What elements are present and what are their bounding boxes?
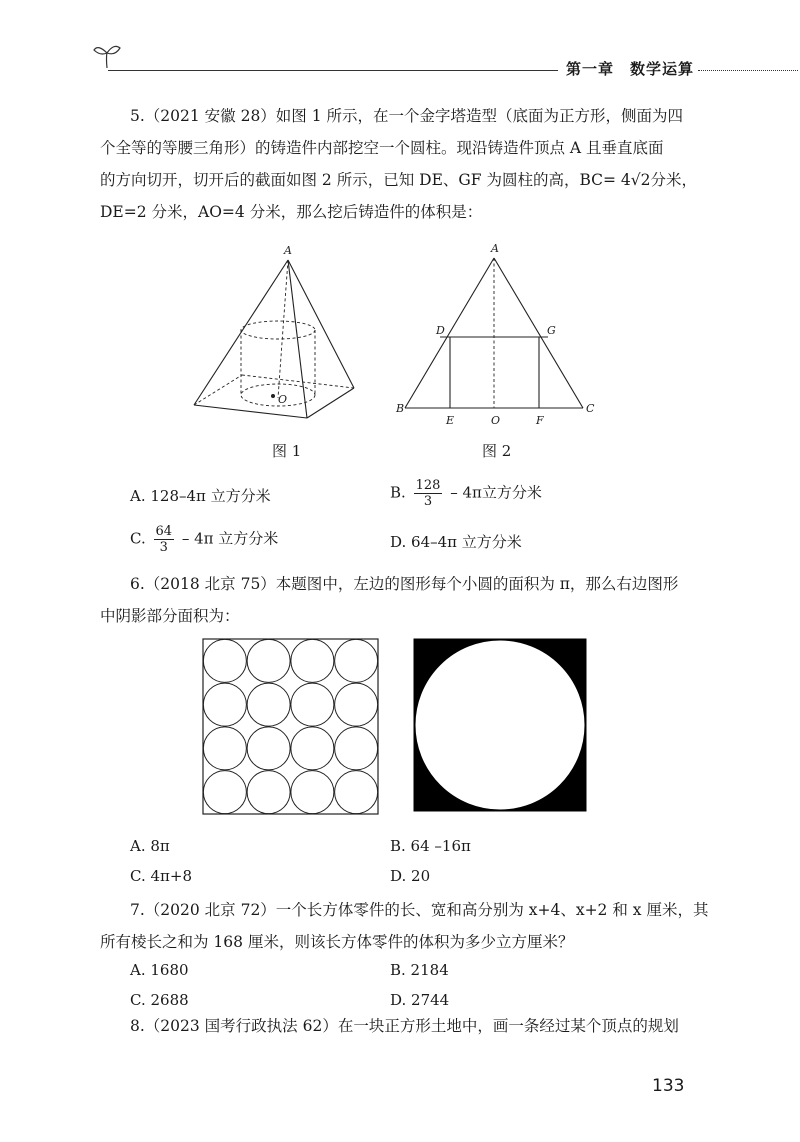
fig1-label-a: A	[284, 244, 292, 257]
fig2-label-f: F	[536, 414, 544, 427]
figure-2-cross-section	[390, 240, 600, 430]
figure-q6-shaded-square	[413, 638, 593, 818]
small-circle	[203, 683, 246, 726]
fig2-label-d: D	[436, 324, 445, 337]
small-circle	[247, 683, 290, 726]
q5-option-b-suffix: – 4π立方分米	[450, 483, 542, 502]
small-circle	[335, 727, 378, 770]
q5-option-c	[130, 524, 278, 555]
q5-option-d: D. 64–4π 立方分米	[390, 533, 522, 551]
fig2-label-b: B	[396, 402, 405, 415]
fig2-label-c: C	[586, 402, 595, 415]
q7-line-1: 7.（2020 北京 72）一个长方体零件的长、宽和高分别为 x+4、x+2 和 x 厘米，其	[130, 901, 709, 919]
figure-2-caption: 图 2	[482, 442, 512, 460]
q6-option-a: A. 8π	[130, 837, 170, 855]
header-rule-right	[698, 70, 798, 71]
header-rule-left	[108, 70, 558, 71]
small-circle	[291, 683, 334, 726]
fig1-label-o: O	[278, 393, 288, 406]
q5-option-b-numerator: 128	[415, 478, 441, 493]
question-8-text	[100, 1010, 700, 1042]
q5-option-c-fraction	[154, 524, 175, 555]
q5-option-b	[390, 478, 542, 509]
q5-option-a: A. 128–4π 立方分米	[130, 487, 271, 505]
small-circle	[291, 639, 334, 682]
fig2-label-a: A	[491, 242, 499, 255]
q7-option-b: B. 2184	[390, 961, 449, 979]
chapter-title: 第一章 数学运算	[566, 60, 695, 78]
q5-option-c-prefix: C.	[130, 529, 146, 548]
small-circle	[291, 771, 334, 814]
q5-option-c-numerator: 64	[155, 524, 173, 539]
figure-1-caption: 图 1	[272, 442, 302, 460]
fig2-label-g: G	[547, 324, 556, 337]
figure-q6-circle-grid	[202, 638, 382, 818]
q5-line-2: 个全等的等腰三角形）的铸造件内部挖空一个圆柱。现沿铸造件顶点 A 且垂直底面	[100, 139, 664, 157]
small-circle	[247, 639, 290, 682]
small-circle	[203, 727, 246, 770]
q5-option-c-denominator: 3	[159, 540, 168, 555]
question-7-text	[100, 894, 709, 958]
q5-line-4: DE=2 分米，AO=4 分米，那么挖后铸造件的体积是：	[100, 203, 483, 221]
small-circle	[335, 771, 378, 814]
small-circle	[247, 771, 290, 814]
q6-option-b: B. 64 –16π	[390, 837, 471, 855]
fig2-label-e: E	[446, 414, 455, 427]
q5-option-b-prefix: B.	[390, 483, 406, 502]
figure-1-pyramid	[180, 240, 360, 420]
q5-line-3: 的方向切开，切开后的截面如图 2 所示，已知 DE、GF 为圆柱的高，BC= 4√2分米，	[100, 171, 698, 189]
q6-option-d: D. 20	[390, 867, 431, 885]
page-number: 133	[652, 1076, 685, 1096]
q5-option-b-denominator: 3	[423, 494, 433, 509]
q7-option-c: C. 2688	[130, 991, 189, 1009]
fig2-label-o: O	[491, 414, 501, 427]
q5-line-1: 5.（2021 安徽 28）如图 1 所示，在一个金字塔造型（底面为正方形，侧面为四	[130, 107, 684, 125]
q5-option-b-fraction	[414, 478, 443, 509]
q5-option-c-suffix: – 4π 立方分米	[181, 529, 279, 548]
leaf-logo-icon	[92, 40, 122, 70]
q7-option-a: A. 1680	[130, 961, 189, 979]
q6-line-1: 6.（2018 北京 75）本题图中，左边的图形每个小圆的面积为 π，那么右边图形	[130, 575, 679, 593]
question-5-text	[100, 100, 700, 228]
q6-line-2: 中阴影部分面积为：	[100, 607, 240, 625]
small-circle	[291, 727, 334, 770]
question-6-text	[100, 568, 700, 632]
q7-option-d: D. 2744	[390, 991, 450, 1009]
small-circle	[203, 639, 246, 682]
q6-option-c: C. 4π+8	[130, 867, 192, 885]
small-circle	[335, 639, 378, 682]
small-circle	[203, 771, 246, 814]
small-circle	[247, 727, 290, 770]
q7-line-2: 所有棱长之和为 168 厘米，则该长方体零件的体积为多少立方厘米？	[100, 933, 574, 951]
small-circle	[335, 683, 378, 726]
q8-line-1: 8.（2023 国考行政执法 62）在一块正方形土地中，画一条经过某个顶点的规划	[130, 1017, 679, 1035]
